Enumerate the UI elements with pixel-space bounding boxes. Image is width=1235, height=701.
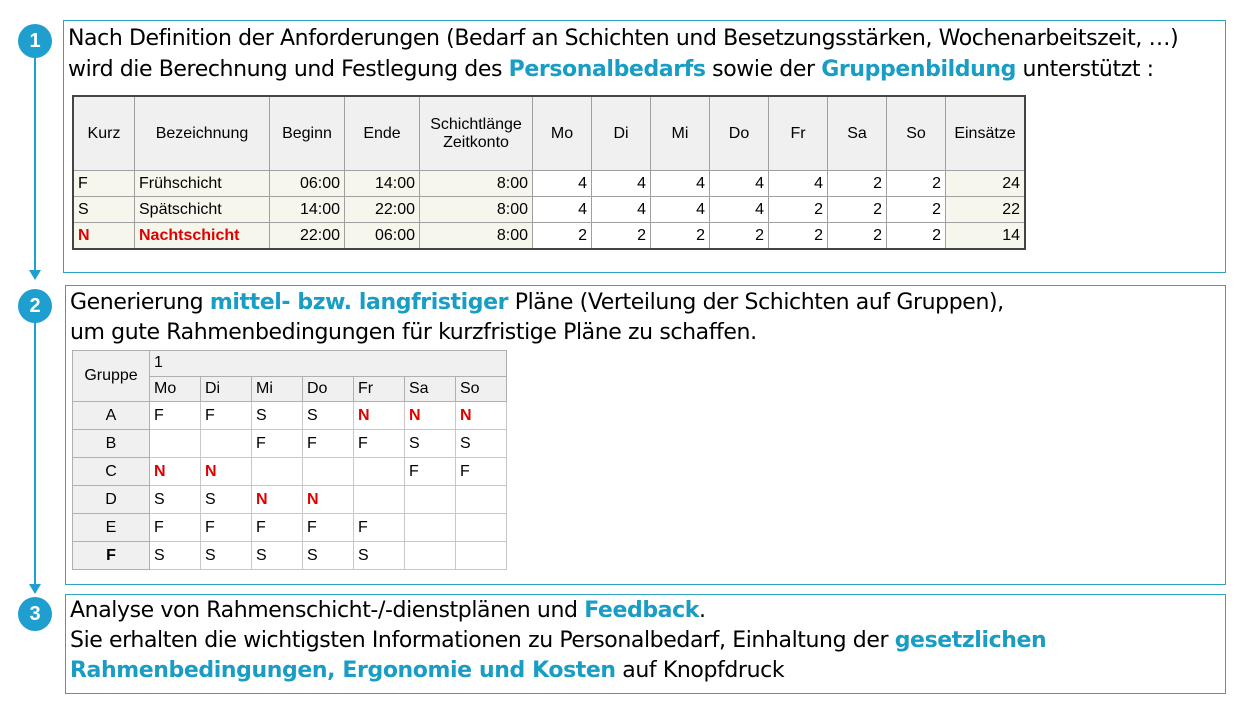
- col-einsaetze: Einsätze: [946, 96, 1026, 171]
- langfristig-highlight: mittel- bzw. langfristiger: [209, 290, 509, 315]
- rahmenbedingungen-highlight: Rahmenbedingungen, Ergonomie und Kosten: [70, 658, 616, 683]
- step-3-line-2: Sie erhalten die wichtigsten Informationen zu Personalbedarf, Einhaltung der gesetzlichen: [70, 628, 1047, 653]
- feedback-highlight: Feedback: [584, 598, 699, 623]
- group-row-d: D S S N N: [73, 486, 507, 514]
- connector-line-1: [34, 56, 36, 270]
- group-day-header: Mo Di Mi Do Fr Sa So: [73, 376, 507, 402]
- col-beginn: Beginn: [270, 96, 345, 171]
- shift-requirements-table: [72, 95, 1026, 250]
- step-3-line-1: Analyse von Rahmenschicht-/-dienstplänen und Feedback.: [70, 598, 706, 623]
- connector-line-2: [34, 322, 36, 584]
- step-1-line-2: wird die Berechnung und Festlegung des Personalbedarfs sowie der Gruppenbildung unterstützt :: [68, 57, 1154, 82]
- col-di: Di: [592, 96, 651, 171]
- shift-row-nacht: N Nachtschicht 22:00 06:00 8:00 2 2 2 2 2 2 2 14: [73, 223, 1025, 250]
- connector-arrow-1: [29, 270, 41, 280]
- group-plan-table: [72, 350, 507, 570]
- col-do: Do: [710, 96, 769, 171]
- col-bezeichnung: Bezeichnung: [135, 96, 270, 171]
- group-row-b: B F F F S S: [73, 430, 507, 458]
- step-3-box: [65, 594, 1226, 694]
- step-2-line-2: um gute Rahmenbedingungen für kurzfristige Pläne zu schaffen.: [70, 320, 757, 345]
- personalbedarf-highlight: Personalbedarfs: [508, 57, 706, 82]
- col-sa: Sa: [828, 96, 887, 171]
- col-kurz: Kurz: [73, 96, 135, 171]
- step-1-badge: 1: [18, 24, 52, 58]
- group-row-a: A F F S S N N N: [73, 402, 507, 430]
- col-mo: Mo: [533, 96, 592, 171]
- col-mi: Mi: [651, 96, 710, 171]
- step-3-line-3: Rahmenbedingungen, Ergonomie und Kosten auf Knopfdruck: [70, 658, 785, 683]
- group-row-f: F S S S S S: [73, 542, 507, 570]
- gesetzlichen-highlight: gesetzlichen: [894, 628, 1047, 653]
- step-2-line-1: Generierung mittel- bzw. langfristiger Pläne (Verteilung der Schichten auf Gruppen),: [70, 290, 1004, 315]
- shift-row-spaet: S Spätschicht 14:00 22:00 8:00 4 4 4 4 2 2 2 22: [73, 197, 1025, 223]
- group-row-e: E F F F F F: [73, 514, 507, 542]
- shift-row-frueh: F Frühschicht 06:00 14:00 8:00 4 4 4 4 4 2 2 24: [73, 171, 1025, 197]
- col-so: So: [887, 96, 946, 171]
- gruppenbildung-highlight: Gruppenbildung: [821, 57, 1016, 82]
- step-3-badge: 3: [18, 597, 52, 631]
- connector-arrow-2: [29, 584, 41, 594]
- shift-table-header: [73, 96, 1025, 171]
- col-gruppe: Gruppe: [73, 351, 150, 402]
- step-2-badge: 2: [18, 289, 52, 323]
- week-number: 1: [150, 351, 507, 377]
- group-row-c: C N N F F: [73, 458, 507, 486]
- col-ende: Ende: [345, 96, 420, 171]
- col-fr: Fr: [769, 96, 828, 171]
- step-1-line-1: Nach Definition der Anforderungen (Bedarf an Schichten und Besetzungsstärken, Wochenarbeitszeit, …): [68, 26, 1179, 51]
- col-schichtlaenge: Schichtlänge Zeitkonto: [420, 96, 533, 171]
